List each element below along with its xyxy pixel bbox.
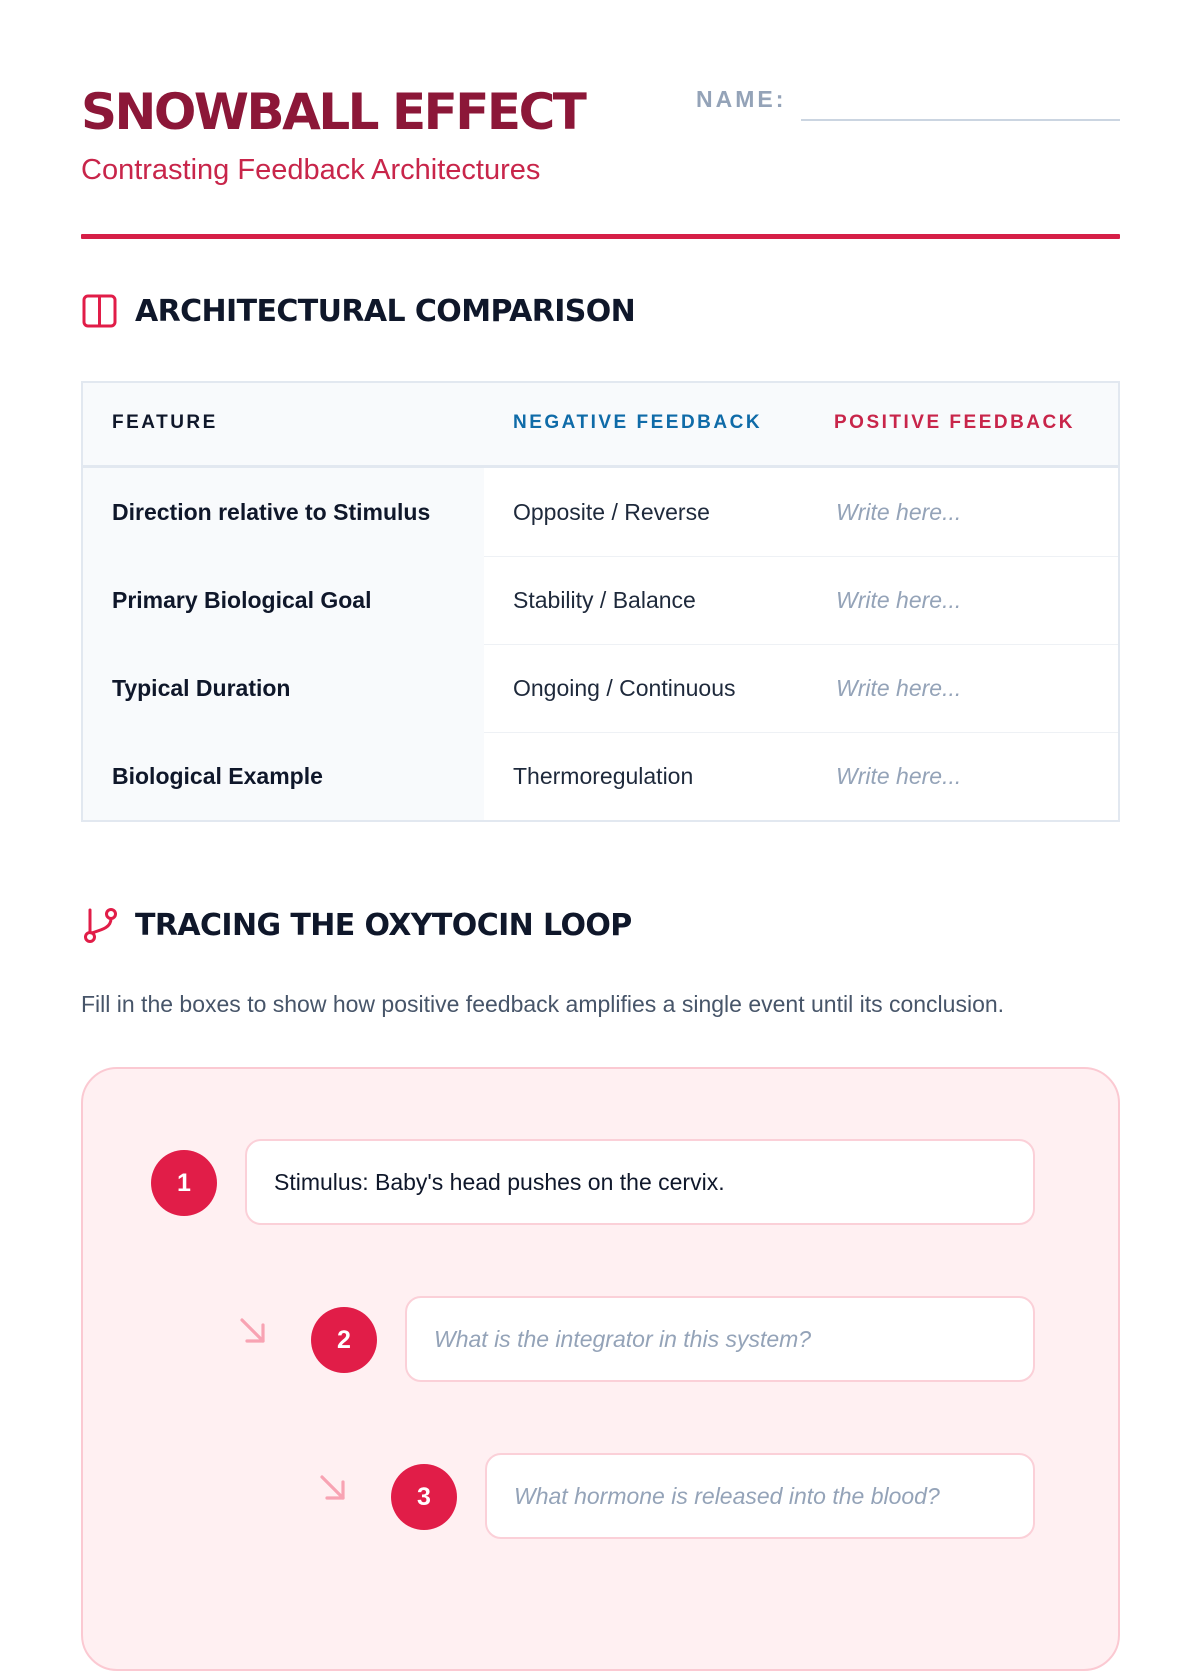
- table-header: [83, 383, 1118, 468]
- row-feature: Direction relative to Stimulus: [112, 499, 431, 525]
- step-number-3: 3: [391, 1464, 457, 1530]
- worksheet-title: SNOWBALL EFFECT: [81, 83, 585, 141]
- comparison-section-header: [81, 291, 635, 331]
- column-header-positive: POSITIVE FEEDBACK: [834, 412, 1075, 433]
- arrow-down-right-icon: [316, 1471, 350, 1505]
- git-branch-icon: [81, 906, 119, 944]
- worksheet-page: [81, 0, 1120, 1600]
- name-input-line[interactable]: [801, 119, 1120, 121]
- table-row: [83, 732, 1118, 820]
- row-feature: Biological Example: [112, 763, 323, 789]
- loop-instructions: Fill in the boxes to show how positive feedback amplifies a single event until its conclusion.: [81, 991, 1005, 1017]
- row-negative-value: Opposite / Reverse: [513, 499, 710, 525]
- table-row: [83, 556, 1118, 645]
- column-header-feature: FEATURE: [112, 412, 218, 433]
- row-positive-answer[interactable]: Write here...: [836, 763, 962, 789]
- row-negative-value: Thermoregulation: [513, 763, 694, 789]
- oxytocin-loop-panel: [81, 1067, 1120, 1671]
- step-box-1: Stimulus: Baby's head pushes on the cervix.: [245, 1139, 1035, 1225]
- row-positive-answer[interactable]: Write here...: [836, 675, 962, 701]
- row-negative-value: Ongoing / Continuous: [513, 675, 736, 701]
- row-positive-answer[interactable]: Write here...: [836, 587, 962, 613]
- columns-icon: [81, 292, 119, 330]
- arrow-down-right-icon: [236, 1314, 270, 1348]
- table-row: [83, 644, 1118, 733]
- row-positive-answer[interactable]: Write here...: [836, 499, 962, 525]
- name-label: NAME:: [696, 86, 787, 112]
- column-header-negative: NEGATIVE FEEDBACK: [513, 412, 763, 433]
- header-divider: [81, 234, 1120, 239]
- step-number-1: 1: [151, 1150, 217, 1216]
- row-negative-value: Stability / Balance: [513, 587, 696, 613]
- loop-section-header: [81, 905, 632, 945]
- step-number-2: 2: [311, 1307, 377, 1373]
- row-feature: Typical Duration: [112, 675, 291, 701]
- step-answer-box-2[interactable]: What is the integrator in this system?: [405, 1296, 1035, 1382]
- row-feature: Primary Biological Goal: [112, 587, 372, 613]
- table-row: [83, 468, 1118, 557]
- comparison-section-title: ARCHITECTURAL COMPARISON: [135, 293, 636, 329]
- comparison-table: [81, 381, 1120, 822]
- worksheet-subtitle: Contrasting Feedback Architectures: [81, 154, 541, 186]
- loop-section-title: TRACING THE OXYTOCIN LOOP: [135, 907, 632, 943]
- step-answer-box-3[interactable]: What hormone is released into the blood?: [485, 1453, 1035, 1539]
